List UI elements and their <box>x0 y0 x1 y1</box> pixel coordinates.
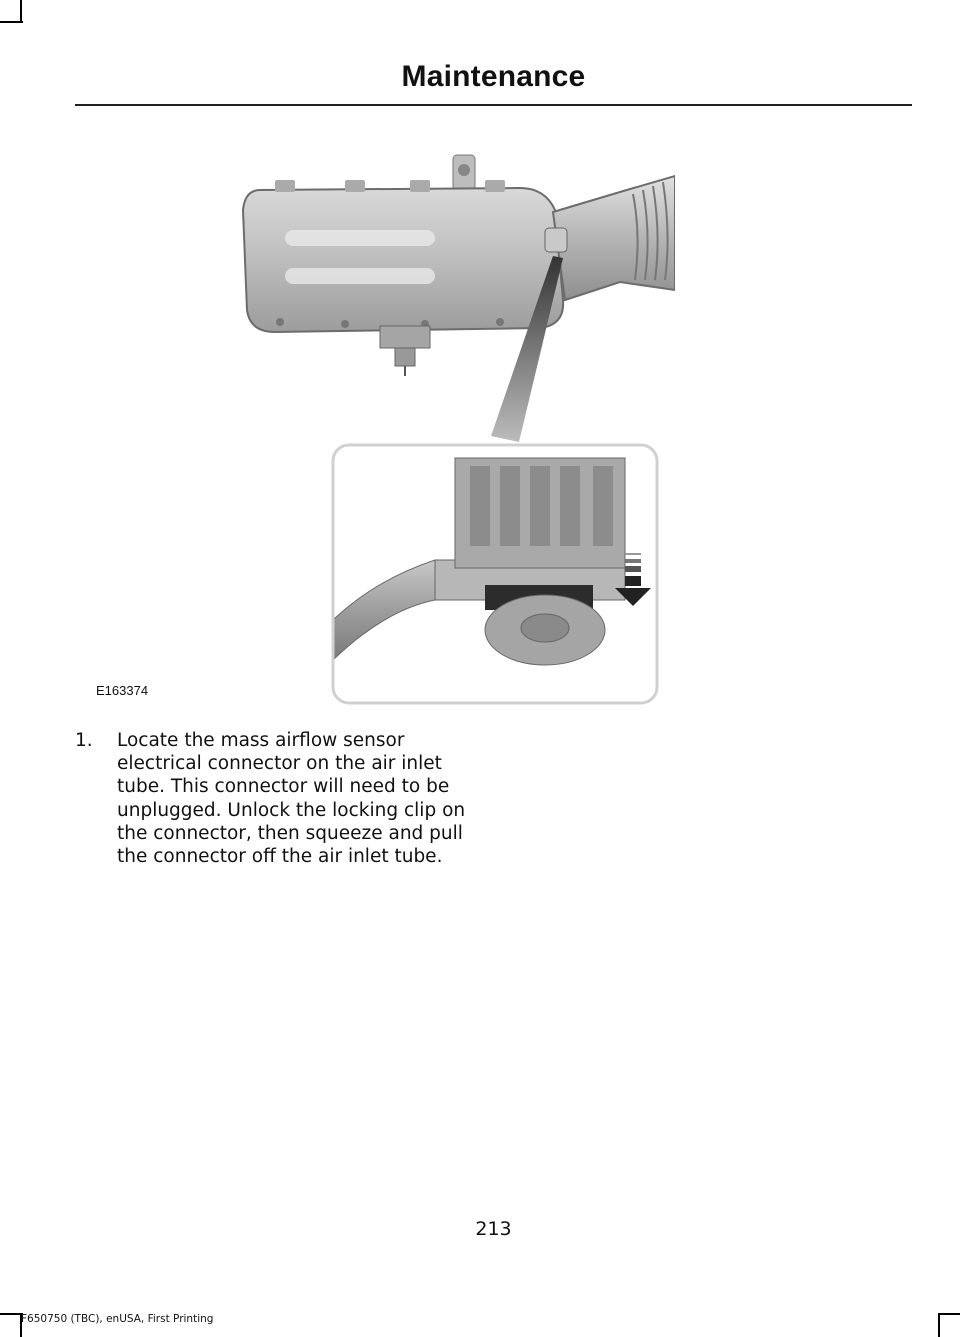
air-filter-housing <box>243 180 563 332</box>
drain-fitting <box>380 326 430 376</box>
crop-mark-top-left-v <box>20 0 22 23</box>
step-text: Locate the mass airflow sensor electrical connector on the air inlet tube. This connector will need to be unplugged. Unlock the locking clip on the connector, then squeeze and pull the connector off the air inlet tube. <box>117 730 466 868</box>
figure-id: E163374 <box>96 683 149 698</box>
header-rule <box>75 104 912 106</box>
crop-mark-bottom-right-h <box>938 1313 960 1315</box>
page-number: 213 <box>475 1218 512 1240</box>
step-number: 1. <box>75 730 93 751</box>
crop-mark-bottom-left-h <box>0 1313 23 1315</box>
footer-edition: F650750 (TBC), enUSA, First Printing <box>21 1313 214 1325</box>
crop-mark-top-left-h <box>0 21 23 23</box>
housing-bolt <box>453 155 475 193</box>
page-title: Maintenance <box>401 60 586 93</box>
air-filter-housing-illustration <box>75 140 675 710</box>
connector-detail-inset <box>333 445 657 703</box>
crop-mark-bottom-right-v <box>938 1313 940 1337</box>
step-item <box>75 729 485 868</box>
air-inlet-tube <box>545 176 675 300</box>
